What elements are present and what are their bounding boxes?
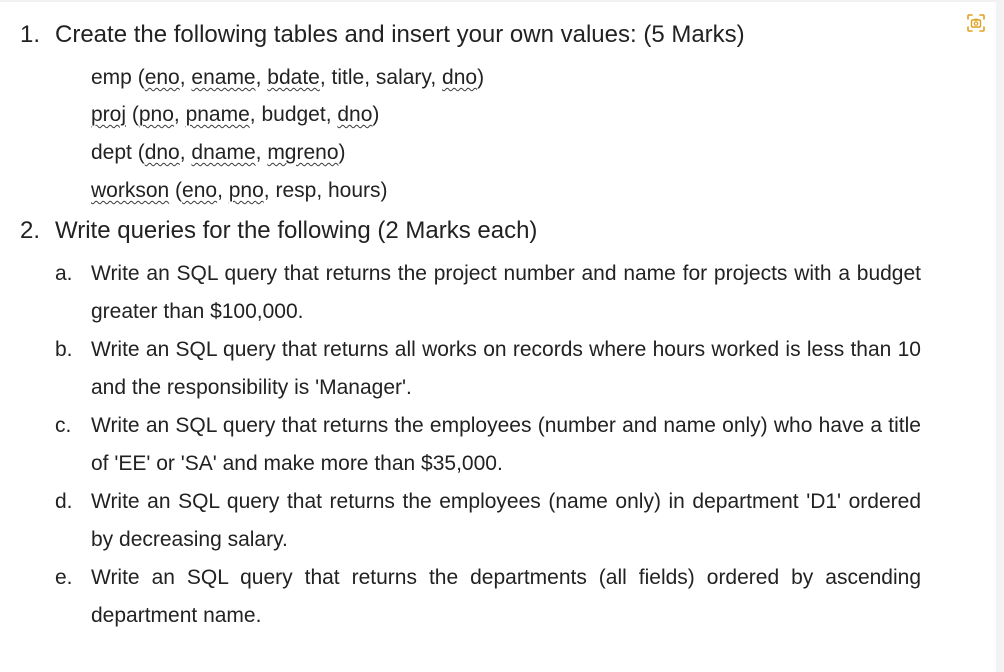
table-field: budget — [261, 103, 326, 126]
sub-question-e-text: Write an SQL query that returns the departments (all fields) ordered by ascending department name. — [91, 566, 921, 627]
table-field: pno — [138, 103, 174, 126]
sub-question-d-text: Write an SQL query that returns the employees (name only) in department 'D1' ordered by decreasing salary. — [91, 490, 921, 551]
top-divider — [0, 0, 996, 2]
table-definition-dept: dept (dno, dname, mgreno) — [91, 141, 346, 164]
table-field: eno — [144, 66, 180, 89]
table-field: pname — [185, 103, 250, 126]
sub-question-d-marker: d. — [55, 490, 73, 513]
table-name: workson — [91, 179, 170, 202]
table-field: pno — [228, 179, 264, 202]
screen-capture-icon — [966, 13, 986, 33]
table-field: dname — [191, 141, 256, 164]
table-name: emp — [91, 66, 132, 89]
sub-question-e-marker: e. — [55, 566, 73, 589]
table-field: eno — [182, 179, 218, 202]
table-field: dno — [144, 141, 180, 164]
question-1 — [20, 21, 745, 49]
table-definition-emp: emp (eno, ename, bdate, title, salary, dno) — [91, 66, 485, 89]
table-field: salary — [375, 66, 431, 89]
table-definition-proj: proj (pno, pname, budget, dno) — [91, 103, 380, 126]
table-name: dept — [91, 141, 132, 164]
sub-question-b-text: Write an SQL query that returns all works on records where hours worked is less than 10 and the responsibility is 'Manager'. — [91, 338, 921, 399]
table-field: hours — [328, 179, 381, 202]
question-1-text: Create the following tables and insert your own values: (5 Marks) — [55, 21, 745, 48]
sub-question-c-marker: c. — [55, 414, 72, 437]
question-2-number: 2. — [20, 217, 41, 244]
question-1-number: 1. — [20, 21, 41, 48]
sub-question-c-text: Write an SQL query that returns the employees (number and name only) who have a title of 'EE' or 'SA' and make more than $35,000. — [91, 414, 921, 475]
question-2-text: Write queries for the following (2 Marks each) — [55, 217, 538, 244]
table-field: mgreno — [267, 141, 339, 164]
table-field: ename — [191, 66, 256, 89]
table-definition-workson: workson (eno, pno, resp, hours) — [91, 179, 388, 202]
screen-capture-button[interactable] — [966, 13, 986, 33]
sub-question-a-text: Write an SQL query that returns the project number and name for projects with a budget greater than $100,000. — [91, 262, 921, 323]
table-name: proj — [91, 103, 127, 126]
table-field: title — [331, 66, 365, 89]
table-field: resp — [275, 179, 317, 202]
sub-question-a-marker: a. — [55, 262, 73, 285]
question-2 — [20, 217, 537, 245]
table-field: bdate — [267, 66, 320, 89]
scrollbar-track[interactable] — [996, 0, 1004, 672]
table-field: dno — [442, 66, 478, 89]
sub-question-b-marker: b. — [55, 338, 73, 361]
table-field: dno — [337, 103, 373, 126]
